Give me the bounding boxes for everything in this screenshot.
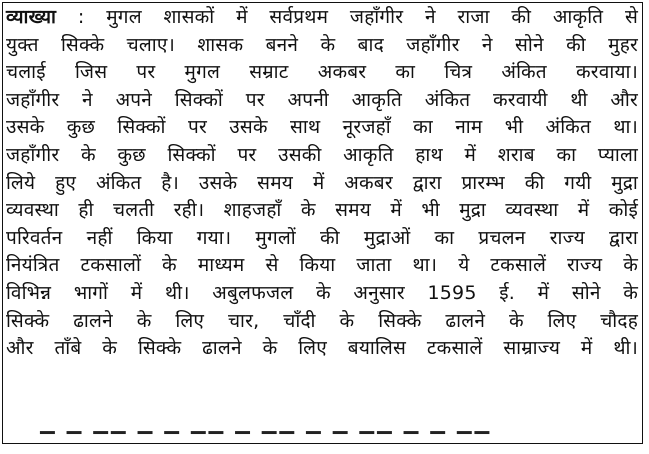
text-line-8: व्यवस्था ही चलती रही। शाहजहाँ के समय में भी मुद्रा व्यवस्था में कोई <box>6 199 638 222</box>
text-line-1 <box>6 4 638 32</box>
text-line-3: चलाई जिस पर मुगल सम्राट अकबर का चित्र अंकित करवाया। <box>6 61 638 84</box>
text-line-2: युक्त सिक्के चलाए। शासक बनने के बाद जहाँगीर ने सोने की मुहर <box>6 33 638 56</box>
text-line-4: जहाँगीर ने अपने सिक्कों पर अपनी आकृति अंकित करवायी थी और <box>6 88 638 111</box>
text-line-1-body: : मुगल शासकों में सर्वप्रथम जहाँगीर ने राजा की आकृति से <box>56 6 638 28</box>
text-line-6: जहाँगीर के कुछ सिक्कों पर उसकी आकृति हाथ में शराब का प्याला <box>6 143 638 166</box>
cropped-text-tops: ▔ ▔ ▔▔ ▔ ▔ ▔▔ ▔ ▔▔ ▔ ▔ ▔▔ ▔ ▔ ▔▔ <box>40 432 493 454</box>
text-line-9: परिवर्तन नहीं किया गया। मुगलों की मुद्राओं का प्रचलन राज्य द्वारा <box>6 226 638 249</box>
text-line-5: उसके कुछ सिक्कों पर उसके साथ नूरजहाँ का नाम भी अंकित था। <box>6 116 638 139</box>
cropped-next-line-fragment <box>0 432 649 454</box>
text-line-13: और ताँबे के सिक्के ढालने के लिए बयालिस टकसालें साम्राज्य में थी। <box>6 337 638 360</box>
text-line-11: विभिन्न भागों में थी। अबुलफजल के अनुसार 1595 ई. में सोने के <box>6 281 638 304</box>
text-line-12: सिक्के ढालने के लिए चार, चाँदी के सिक्के ढालने के लिए चौदह <box>6 309 638 332</box>
explanation-label: व्याख्या <box>6 6 57 28</box>
explanation-paragraph <box>6 4 638 363</box>
text-line-10: नियंत्रित टकसालों के माध्यम से किया जाता था। ये टकसालें राज्य के <box>6 254 638 277</box>
text-line-7: लिये हुए अंकित है। उसके समय में अकबर द्वारा प्रारम्भ की गयी मुद्रा <box>6 171 638 194</box>
